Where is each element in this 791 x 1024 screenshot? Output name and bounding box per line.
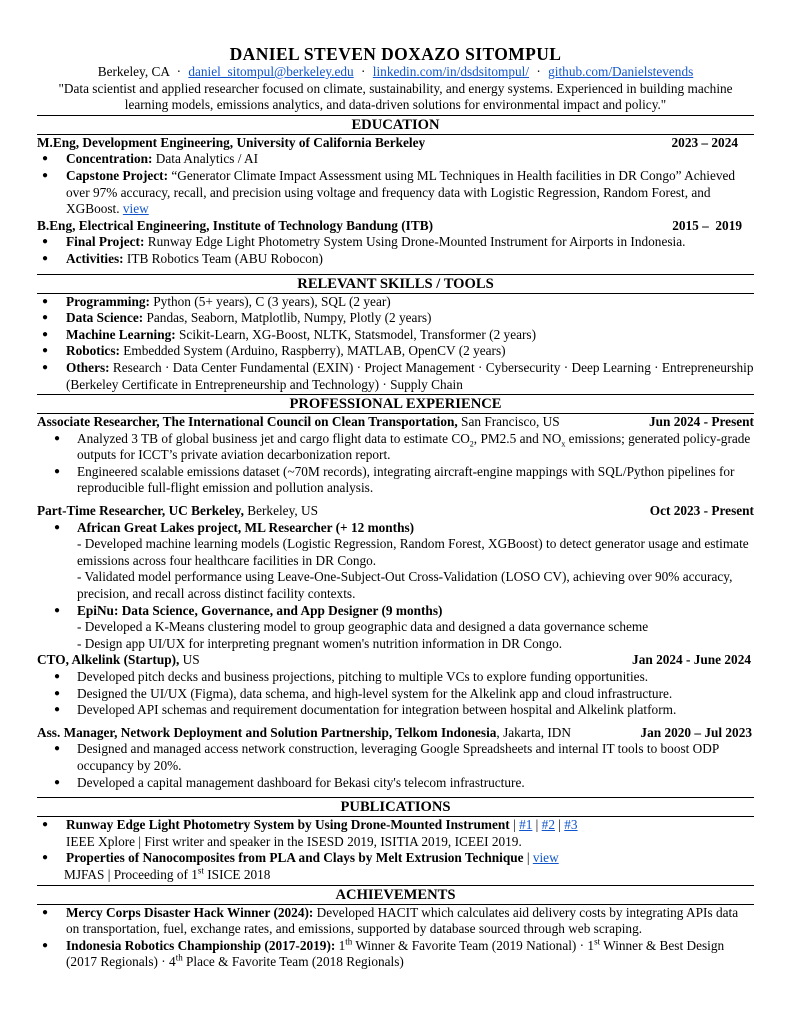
list-item bbox=[37, 168, 754, 218]
list-item: ● Developed a capital management dashboard for Bekasi city's telecom infrastructure. bbox=[37, 775, 754, 792]
venue-text: ISICE 2018 bbox=[203, 866, 271, 882]
job-dates: Jan 2020 – Jul 2023 bbox=[640, 724, 752, 740]
project-line: - Design app UI/UX for interpreting pregnant women's nutrition information in DR Congo. bbox=[77, 635, 563, 651]
bullet-text: ITB Robotics Team (ABU Robocon) bbox=[123, 250, 323, 266]
achievement-title: Indonesia Robotics Championship (2017-2019): bbox=[66, 937, 336, 953]
job-location: Berkeley, US bbox=[243, 503, 319, 519]
degree-title: B.Eng, Electrical Engineering, Institute of Technology Bandung (ITB) bbox=[37, 217, 434, 233]
list-item: ● Developed API schemas and requirement documentation for integration between hospital and Alkelink platform. bbox=[37, 702, 754, 719]
bullet-label: Capstone Project: bbox=[66, 167, 169, 183]
list-item bbox=[37, 360, 754, 393]
skill-text: Python (5+ years), C (3 years), SQL (2 year) bbox=[149, 293, 391, 309]
separator: · bbox=[536, 64, 541, 79]
publication-link-3[interactable]: #3 bbox=[564, 817, 578, 833]
contact-line bbox=[37, 64, 754, 81]
resume-name: DANIEL STEVEN DOXAZO SITOMPUL bbox=[229, 44, 562, 64]
publication-venue: IEEE Xplore | First writer and speaker in the ISESD 2019, ISITIA 2019, ICEEI 2019. bbox=[66, 833, 522, 849]
list-item bbox=[37, 603, 754, 653]
education-entry bbox=[37, 135, 754, 152]
section-heading: EDUCATION bbox=[37, 115, 754, 135]
superscript: st bbox=[197, 865, 204, 876]
achievements-section bbox=[37, 885, 754, 971]
bullet-text: Analyzed 3 TB of global business jet and cargo flight data to estimate CO bbox=[77, 430, 470, 446]
skill-label: Robotics: bbox=[66, 343, 120, 359]
list-item: ● Developed pitch decks and business projections, pitching to multiple VCs to explore funding opportunities. bbox=[37, 669, 754, 686]
skill-text: Pandas, Seaborn, Matplotlib, Numpy, Plotly (2 years) bbox=[143, 310, 432, 326]
publications-section bbox=[37, 797, 754, 883]
skill-text: Research · Data Center Fundamental (EXIN) · Project Management · Cybersecurity · Deep Learning · Entrepreneurship (Berkeley Certificate in Entrepreneurship and Technology) · Supply Chain bbox=[66, 359, 754, 392]
list-item: ● Designed and managed access network construction, leveraging Google Spreadsheets and internal IT tools to boost ODP occupancy by 20%. bbox=[37, 741, 754, 774]
skill-label: Others: bbox=[66, 359, 110, 375]
list-item bbox=[37, 294, 754, 311]
separator: · bbox=[361, 64, 366, 79]
skills-section bbox=[37, 274, 754, 394]
email-link[interactable]: daniel_sitompul@berkeley.edu bbox=[188, 64, 354, 79]
skill-text: Scikit-Learn, XG-Boost, NLTK, Statsmodel, Transformer (2 years) bbox=[175, 326, 537, 342]
bullet-text: , PM2.5 and NO bbox=[473, 430, 562, 446]
venue-text: MJFAS | Proceeding of 1 bbox=[64, 866, 198, 882]
pipe: | bbox=[509, 817, 520, 833]
achievement-text: 1 bbox=[335, 937, 346, 953]
skill-label: Machine Learning: bbox=[66, 326, 176, 342]
job-location: San Francisco, US bbox=[457, 414, 560, 430]
list-item bbox=[37, 938, 754, 971]
achievement-text: Place & Favorite Team (2018 Regionals) bbox=[182, 954, 404, 970]
bullet-label: Final Project: bbox=[66, 234, 145, 250]
pipe: | bbox=[523, 850, 533, 866]
bullet-text: “Generator Climate Impact Assessment using ML Techniques in Health facilities in DR Congo” Achieved over 97% accuracy, recall, and precision using voltage and frequency data with Logistic Regression, Random Forest, and XGBoost. bbox=[66, 167, 736, 217]
job-role: Associate Researcher, The International Council on Clean Transportation, bbox=[37, 414, 458, 430]
achievement-text: Winner & Best Design (2017 Regionals) · 4 bbox=[66, 937, 725, 970]
bullet-text: Data Analytics / AI bbox=[152, 151, 259, 167]
section-heading: ACHIEVEMENTS bbox=[37, 885, 754, 905]
experience-section bbox=[37, 394, 754, 791]
pipe: | bbox=[532, 817, 542, 833]
location: Berkeley, CA bbox=[97, 64, 170, 79]
project-title: ● African Great Lakes project, ML Researcher (+ 12 months) bbox=[77, 519, 415, 535]
job-entry bbox=[37, 725, 754, 791]
github-link[interactable]: github.com/Danielstevends bbox=[548, 64, 694, 79]
publication-link-1[interactable]: #1 bbox=[519, 817, 533, 833]
bullet-text: emissions; generated policy-grade outputs for ICCT’s private aviation decarbonization report. bbox=[77, 430, 751, 463]
list-item bbox=[37, 251, 754, 268]
superscript: st bbox=[594, 936, 601, 947]
project-line: - Validated model performance using Leave-One-Subject-Out Cross-Validation (LOSO CV), achieving over 90% accuracy, precision, and recall across distinct facility contexts. bbox=[77, 569, 733, 602]
linkedin-link[interactable]: linkedin.com/in/dsdsitompul/ bbox=[372, 64, 530, 79]
list-item bbox=[37, 850, 754, 867]
job-dates: Jun 2024 - Present bbox=[648, 414, 754, 430]
job-entry bbox=[37, 503, 754, 652]
skill-label: Data Science: bbox=[66, 310, 144, 326]
job-dates: Oct 2023 - Present bbox=[649, 503, 754, 519]
list-item bbox=[37, 905, 754, 938]
achievement-text: Developed HACIT which calculates aid delivery costs by integrating APIs data on transportation, fuel, exchange rates, and emissions, supported by database sourced through web scraping. bbox=[66, 904, 739, 937]
section-heading: PUBLICATIONS bbox=[37, 797, 754, 817]
section-heading: RELEVANT SKILLS / TOOLS bbox=[37, 274, 754, 294]
list-item bbox=[37, 520, 754, 603]
job-role: Part-Time Researcher, UC Berkeley, bbox=[37, 503, 244, 519]
summary: "Data scientist and applied researcher focused on climate, sustainability, and energy systems. Experienced in building machine learning models, emissions analytics, and data-driven solutions for environmental impact and policy." bbox=[58, 80, 733, 113]
education-section bbox=[37, 115, 754, 268]
subscript: 2 bbox=[469, 439, 474, 449]
superscript: th bbox=[175, 952, 183, 963]
superscript: th bbox=[345, 936, 353, 947]
list-item: ● Designed the UI/UX (Figma), data schema, and high-level system for the Alkelink app and cloud infrastructure. bbox=[37, 686, 754, 703]
list-item bbox=[37, 817, 754, 850]
list-item bbox=[37, 234, 754, 251]
degree-dates: 2015 – 2019 bbox=[672, 217, 742, 233]
skill-text: Embedded System (Arduino, Raspberry), MATLAB, OpenCV (2 years) bbox=[119, 343, 506, 359]
job-location: , Jakarta, IDN bbox=[496, 724, 572, 740]
project-line: - Developed a K-Means clustering model to group geographic data and designed a data governance scheme bbox=[77, 619, 649, 635]
job-dates: Jan 2024 - June 2024 bbox=[632, 652, 751, 668]
bullet-label: Concentration: bbox=[66, 151, 153, 167]
section-heading: PROFESSIONAL EXPERIENCE bbox=[37, 394, 754, 414]
bullet-text: Runway Edge Light Photometry System Using Drone-Mounted Instrument for Airports in Indonesia. bbox=[144, 234, 686, 250]
degree-dates: 2023 – 2024 bbox=[671, 134, 738, 150]
view-link[interactable]: view bbox=[122, 201, 149, 217]
job-role: CTO, Alkelink (Startup), bbox=[37, 652, 180, 668]
separator: · bbox=[176, 64, 181, 79]
subscript: x bbox=[561, 439, 566, 449]
list-item bbox=[37, 151, 754, 168]
pipe: | bbox=[554, 817, 565, 833]
job-entry bbox=[37, 414, 754, 497]
list-item bbox=[37, 327, 754, 344]
job-role: Ass. Manager, Network Deployment and Solution Partnership, Telkom Indonesia bbox=[37, 724, 497, 740]
view-link[interactable]: view bbox=[532, 850, 559, 866]
publication-title: Properties of Nanocomposites from PLA and Clays by Melt Extrusion Technique bbox=[66, 850, 524, 866]
job-location: US bbox=[179, 652, 200, 668]
list-item bbox=[37, 310, 754, 327]
project-title: ● EpiNu: Data Science, Governance, and App Designer (9 months) bbox=[77, 602, 443, 618]
publication-venue bbox=[37, 867, 754, 884]
degree-title: M.Eng, Development Engineering, University of California Berkeley bbox=[37, 134, 426, 150]
publication-title: Runway Edge Light Photometry System by Using Drone-Mounted Instrument bbox=[66, 817, 510, 833]
project-line: - Developed machine learning models (Logistic Regression, Random Forest, XGBoost) to detect generator usage and estimate emissions across four healthcare facilities in DR Congo. bbox=[77, 536, 749, 568]
bullet-label: Activities: bbox=[66, 250, 124, 266]
education-entry bbox=[37, 218, 754, 235]
achievement-text: Winner & Favorite Team (2019 National) · 1 bbox=[352, 937, 595, 953]
list-item: ● Engineered scalable emissions dataset (~70M records), integrating aircraft-engine mappings with SQL/Python pipelines for reproducible full-flight emission and pollution analysis. bbox=[37, 464, 754, 497]
publication-link-2[interactable]: #2 bbox=[541, 817, 555, 833]
job-entry bbox=[37, 652, 754, 718]
list-item bbox=[37, 431, 754, 464]
achievement-title: Mercy Corps Disaster Hack Winner (2024): bbox=[66, 904, 314, 920]
skill-label: Programming: bbox=[66, 293, 150, 309]
list-item bbox=[37, 343, 754, 360]
